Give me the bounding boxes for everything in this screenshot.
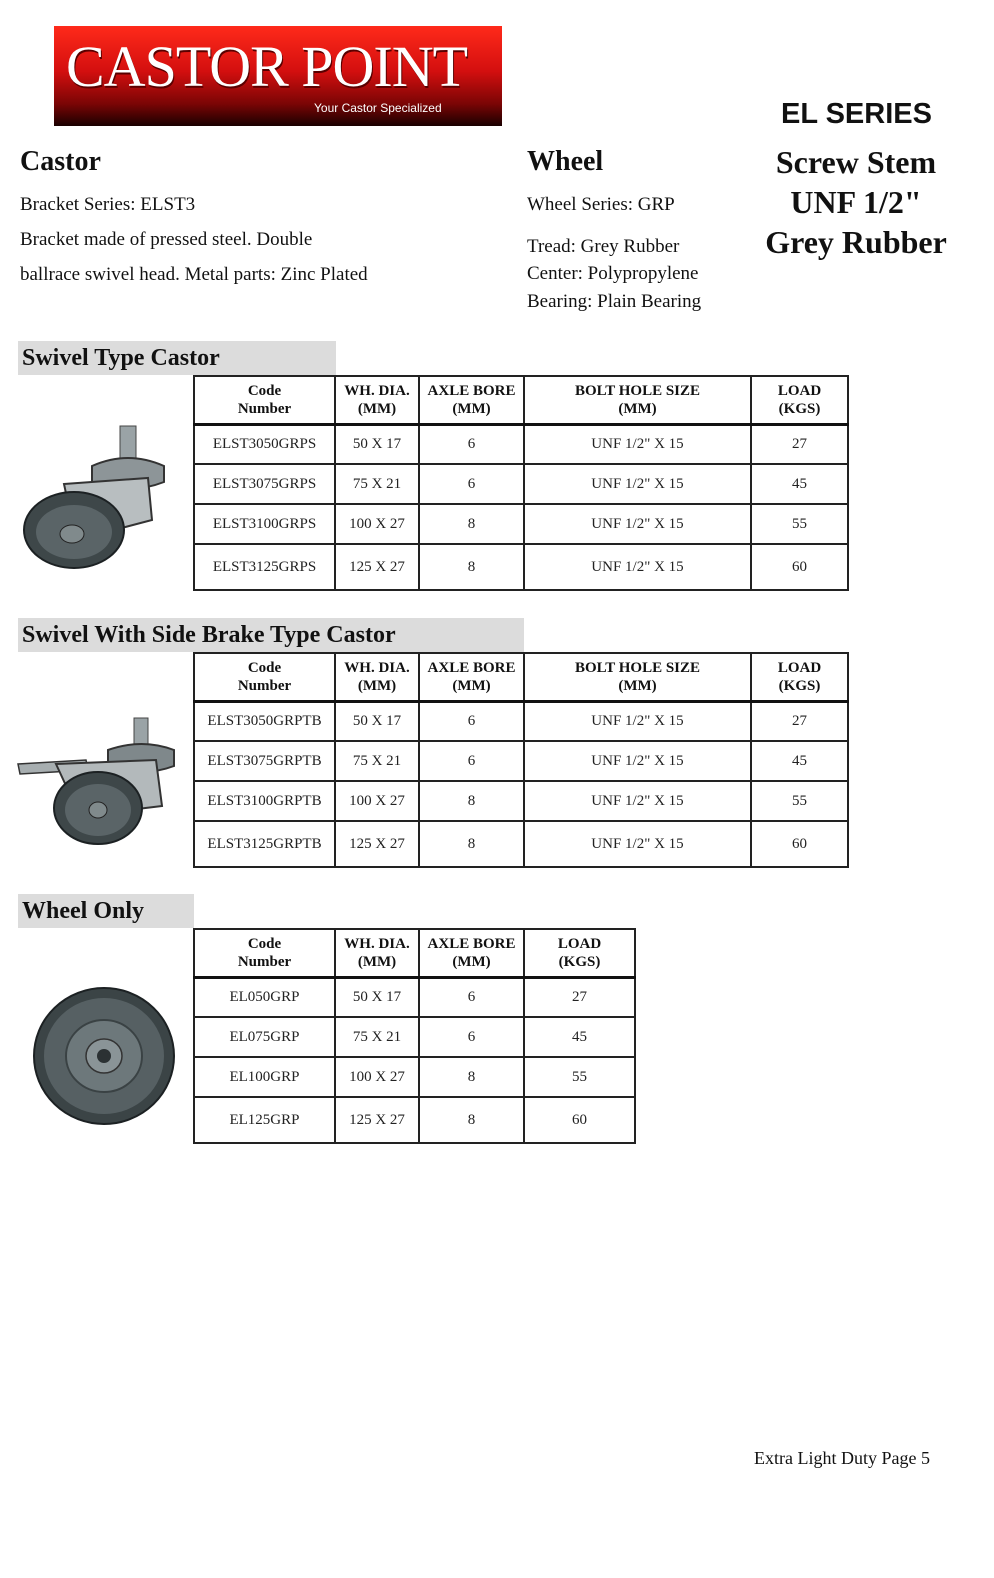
cell-wheel-dia: 50 X 17 [335, 701, 419, 741]
cell-code: EL100GRP [194, 1057, 335, 1097]
cell-wheel-dia: 125 X 27 [335, 821, 419, 867]
cell-wheel-dia: 125 X 27 [335, 544, 419, 590]
cell-bolt-hole: UNF 1/2" X 15 [524, 504, 751, 544]
cell-axle-bore: 6 [419, 424, 524, 464]
table-row [194, 821, 848, 867]
table-header-row [194, 376, 848, 424]
spec-tread: Grey Rubber [765, 224, 947, 260]
header-load: LOAD (KGS) [524, 929, 635, 977]
swivel-castor-image [20, 422, 172, 572]
header-bolt-hole: BOLT HOLE SIZE (MM) [524, 376, 751, 424]
table-row [194, 977, 635, 1017]
cell-bolt-hole: UNF 1/2" X 15 [524, 544, 751, 590]
spec-thread: UNF 1/2" [790, 184, 922, 220]
swivel-table [193, 375, 849, 591]
castor-line-2: Bracket made of pressed steel. Double [20, 229, 313, 250]
page-footer: Extra Light Duty Page 5 [754, 1448, 930, 1468]
header-wheel-dia: WH. DIA. (MM) [335, 653, 419, 701]
cell-axle-bore: 6 [419, 741, 524, 781]
cell-axle-bore: 8 [419, 781, 524, 821]
spec-stem-type: Screw Stem [775, 144, 937, 180]
cell-code: ELST3050GRPS [194, 424, 335, 464]
cell-bolt-hole: UNF 1/2" X 15 [524, 464, 751, 504]
header-wheel-dia: WH. DIA. (MM) [335, 929, 419, 977]
swivel-brake-table [193, 652, 849, 868]
cell-wheel-dia: 100 X 27 [335, 1057, 419, 1097]
cell-load: 55 [524, 1057, 635, 1097]
wheel-only-image [32, 986, 178, 1128]
cell-code: ELST3075GRPS [194, 464, 335, 504]
cell-load: 60 [751, 821, 848, 867]
cell-load: 45 [751, 741, 848, 781]
cell-load: 27 [524, 977, 635, 1017]
cell-load: 27 [751, 701, 848, 741]
section-title-swivel: Swivel Type Castor [18, 341, 336, 375]
wheel-line-3: Center: Polypropylene [527, 263, 699, 284]
cell-load: 60 [524, 1097, 635, 1143]
header-load: LOAD (KGS) [751, 376, 848, 424]
cell-load: 55 [751, 504, 848, 544]
cell-wheel-dia: 75 X 21 [335, 464, 419, 504]
cell-wheel-dia: 125 X 27 [335, 1097, 419, 1143]
cell-load: 45 [751, 464, 848, 504]
logo-wordmark: CASTOR POINT [66, 34, 468, 99]
wheel-line-4: Bearing: Plain Bearing [527, 291, 702, 312]
cell-wheel-dia: 50 X 17 [335, 424, 419, 464]
table-row [194, 464, 848, 504]
table-row [194, 701, 848, 741]
wheel-heading: Wheel [527, 146, 604, 177]
cell-load: 27 [751, 424, 848, 464]
wheel-line-1: Wheel Series: GRP [527, 194, 675, 215]
cell-code: EL075GRP [194, 1017, 335, 1057]
table-row [194, 544, 848, 590]
header-axle-bore: AXLE BORE (MM) [419, 653, 524, 701]
table-header-row [194, 929, 635, 977]
cell-wheel-dia: 100 X 27 [335, 781, 419, 821]
cell-bolt-hole: UNF 1/2" X 15 [524, 741, 751, 781]
cell-load: 55 [751, 781, 848, 821]
swivel-brake-castor-image [16, 716, 176, 848]
cell-wheel-dia: 75 X 21 [335, 1017, 419, 1057]
table-row [194, 741, 848, 781]
header-code: Code Number [194, 929, 335, 977]
series-title: EL SERIES [781, 98, 932, 130]
cell-code: ELST3050GRPTB [194, 701, 335, 741]
castor-line-1: Bracket Series: ELST3 [20, 194, 196, 215]
cell-axle-bore: 6 [419, 701, 524, 741]
wheel-only-table [193, 928, 636, 1144]
cell-axle-bore: 6 [419, 1017, 524, 1057]
cell-bolt-hole: UNF 1/2" X 15 [524, 781, 751, 821]
table-row [194, 1017, 635, 1057]
castor-line-3: ballrace swivel head. Metal parts: Zinc Plated [20, 264, 368, 285]
cell-bolt-hole: UNF 1/2" X 15 [524, 701, 751, 741]
cell-code: ELST3125GRPS [194, 544, 335, 590]
header-bolt-hole: BOLT HOLE SIZE (MM) [524, 653, 751, 701]
cell-axle-bore: 6 [419, 977, 524, 1017]
header-load: LOAD (KGS) [751, 653, 848, 701]
header-wheel-dia: WH. DIA. (MM) [335, 376, 419, 424]
table-row [194, 1097, 635, 1143]
brand-logo [54, 26, 502, 126]
cell-code: EL050GRP [194, 977, 335, 1017]
cell-axle-bore: 6 [419, 464, 524, 504]
header-code: Code Number [194, 653, 335, 701]
cell-code: ELST3075GRPTB [194, 741, 335, 781]
header-axle-bore: AXLE BORE (MM) [419, 929, 524, 977]
table-row [194, 1057, 635, 1097]
cell-axle-bore: 8 [419, 1097, 524, 1143]
cell-code: ELST3125GRPTB [194, 821, 335, 867]
section-title-wheel-only: Wheel Only [18, 894, 194, 928]
table-header-row [194, 653, 848, 701]
cell-wheel-dia: 100 X 27 [335, 504, 419, 544]
cell-code: EL125GRP [194, 1097, 335, 1143]
table-row [194, 424, 848, 464]
header-code: Code Number [194, 376, 335, 424]
cell-bolt-hole: UNF 1/2" X 15 [524, 821, 751, 867]
cell-wheel-dia: 50 X 17 [335, 977, 419, 1017]
cell-load: 60 [751, 544, 848, 590]
logo-tagline: Your Castor Specialized [314, 101, 442, 115]
cell-code: ELST3100GRPS [194, 504, 335, 544]
table-row [194, 504, 848, 544]
section-title-swivel-brake: Swivel With Side Brake Type Castor [18, 618, 524, 652]
castor-heading: Castor [20, 146, 101, 177]
wheel-line-2: Tread: Grey Rubber [527, 236, 680, 257]
header-axle-bore: AXLE BORE (MM) [419, 376, 524, 424]
cell-axle-bore: 8 [419, 504, 524, 544]
table-row [194, 781, 848, 821]
cell-wheel-dia: 75 X 21 [335, 741, 419, 781]
cell-axle-bore: 8 [419, 1057, 524, 1097]
cell-code: ELST3100GRPTB [194, 781, 335, 821]
cell-axle-bore: 8 [419, 821, 524, 867]
cell-load: 45 [524, 1017, 635, 1057]
cell-axle-bore: 8 [419, 544, 524, 590]
cell-bolt-hole: UNF 1/2" X 15 [524, 424, 751, 464]
